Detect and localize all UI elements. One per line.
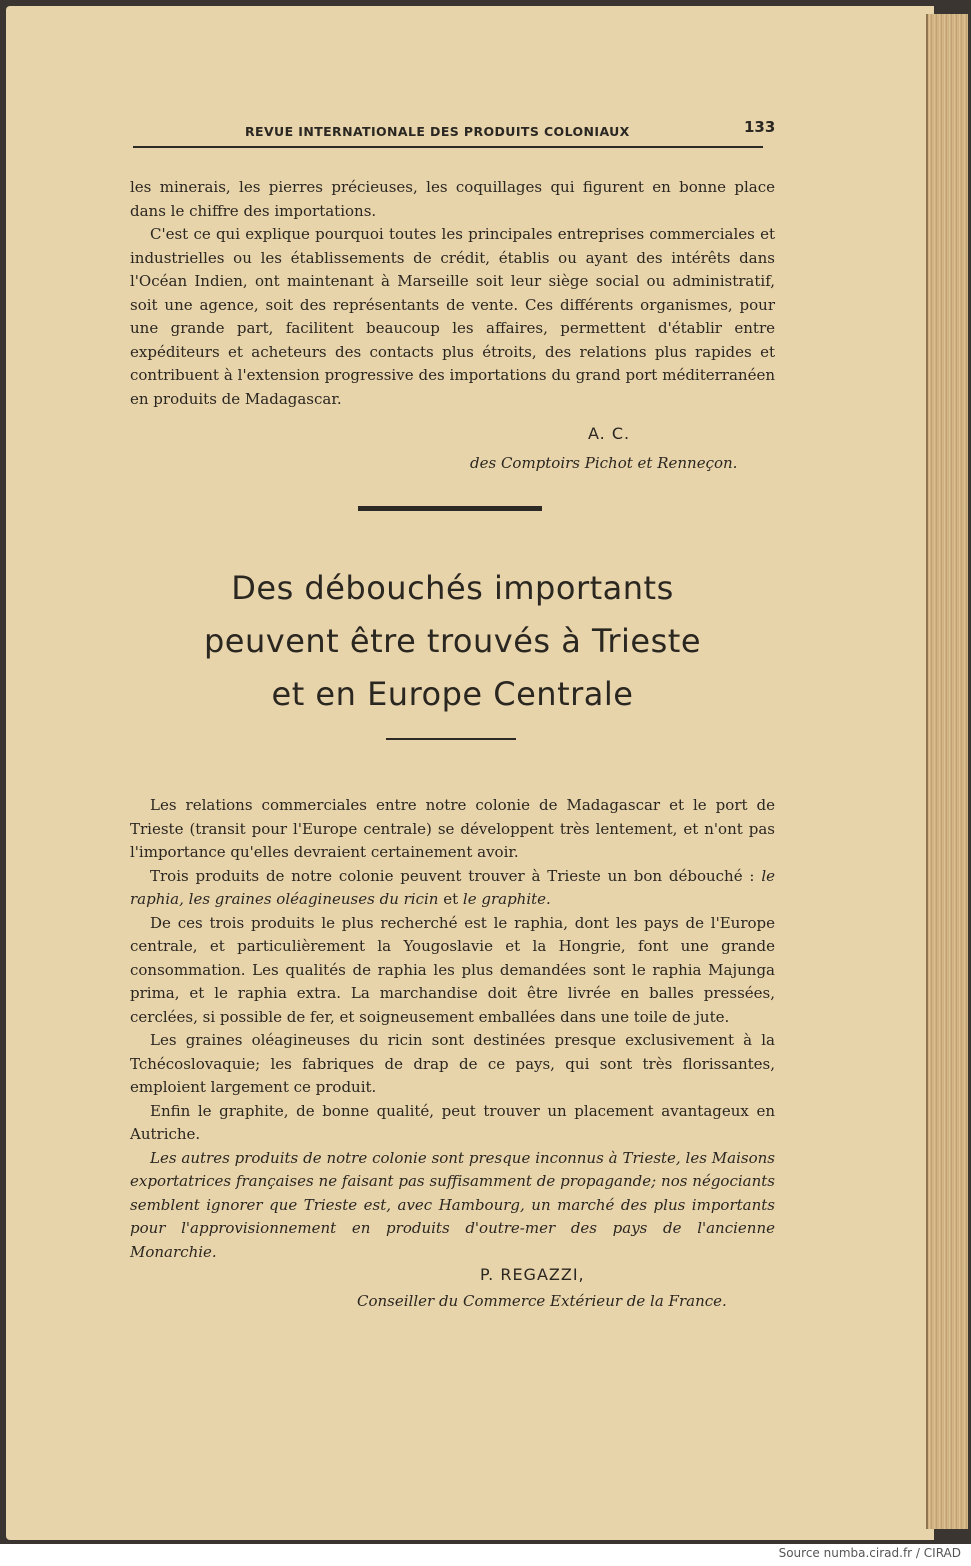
paragraph: C'est ce qui explique pourquoi toutes les principales entreprises commerciales et industrielles ou les établissements de crédit, établis ou ayant des intérêts dans l'Océan Indien, ont maintenant à Marseille soit leur siège social ou administratif, soit une agence, soit des représentants de vente. Ces différents organismes, pour une grande part, facilitent beaucoup les affaires, permettent d'établir entre expéditeurs et acheteurs des contacts plus étroits, des relations plus rapides et contribuent à l'extension progressive des importations du grand port méditerranéen en produits de Madagascar. — [130, 225, 775, 408]
author-organization: des Comptoirs Pichot et Renneçon. — [470, 454, 738, 472]
author-title: Conseiller du Commerce Extérieur de la France. — [357, 1292, 727, 1310]
source-credit: Source numba.cirad.fr / CIRAD — [778, 1546, 961, 1560]
italic-paragraph: Les autres produits de notre colonie sont presque inconnus à Trieste, les Maisons exportatrices françaises ne faisant pas suffisamment de propagande; nos négociants semblent ignorer que Trieste est, avec Hambourg, un marché des plus importants pour l'approvisionnement en produits d'outre-mer des pays de l'ancienne Monarchie. — [130, 1148, 775, 1261]
title-underline — [386, 738, 516, 740]
paragraph: Les graines oléagineuses du ricin sont destinées presque exclusivement à la Tchécoslovaquie; les fabriques de drap de ce pays, qui sont très florissantes, emploient largement ce produit. — [130, 1031, 775, 1096]
running-header: REVUE INTERNATIONALE DES PRODUITS COLONIAUX — [245, 124, 630, 139]
section-divider — [358, 506, 542, 511]
header-rule — [133, 146, 763, 148]
paragraph: les minerais, les pierres précieuses, les coquillages qui figurent en bonne place dans le chiffre des importations. — [130, 178, 775, 220]
page-number: 133 — [744, 118, 776, 136]
previous-article-text — [130, 176, 775, 411]
paragraph-text: Trois produits de notre colonie peuvent trouver à Trieste un bon débouché : — [150, 866, 755, 885]
title-line: Des débouchés importants — [231, 569, 674, 607]
author-initials: A. C. — [588, 424, 631, 443]
title-line: peuvent être trouvés à Trieste — [203, 622, 702, 660]
paragraph — [130, 1147, 775, 1265]
title-line: et en Europe Centrale — [271, 675, 634, 713]
paragraph: De ces trois produits le plus recherché est le raphia, dont les pays de l'Europe centrale, et particulièrement la Yougoslavie et la Hongrie, font une grande consommation. Les qualités de raphia les plus demandées sont le raphia Majunga prima, et le raphia extra. La marchandise doit être livrée en balles pressées, cerclées, si possible de fer, et soigneusement emballées dans une toile de jute. — [130, 913, 775, 1026]
paragraph — [130, 865, 775, 912]
article-title — [130, 562, 775, 721]
paragraph: Les relations commerciales entre notre colonie de Madagascar et le port de Trieste (transit pour l'Europe centrale) se développent très lentement, et n'ont pas l'importance qu'elles devraient certainement avoir. — [130, 796, 775, 861]
product-last: le graphite. — [462, 890, 551, 908]
paragraph: Enfin le graphite, de bonne qualité, peut trouver un placement avantageux en Autriche. — [130, 1101, 775, 1143]
author-name: P. REGAZZI, — [480, 1265, 585, 1284]
page-edges — [926, 14, 968, 1529]
conjunction: et — [443, 890, 459, 908]
article-body — [130, 794, 775, 1264]
product-list: le raphia, les graines oléagineuses du ricin — [130, 866, 775, 908]
